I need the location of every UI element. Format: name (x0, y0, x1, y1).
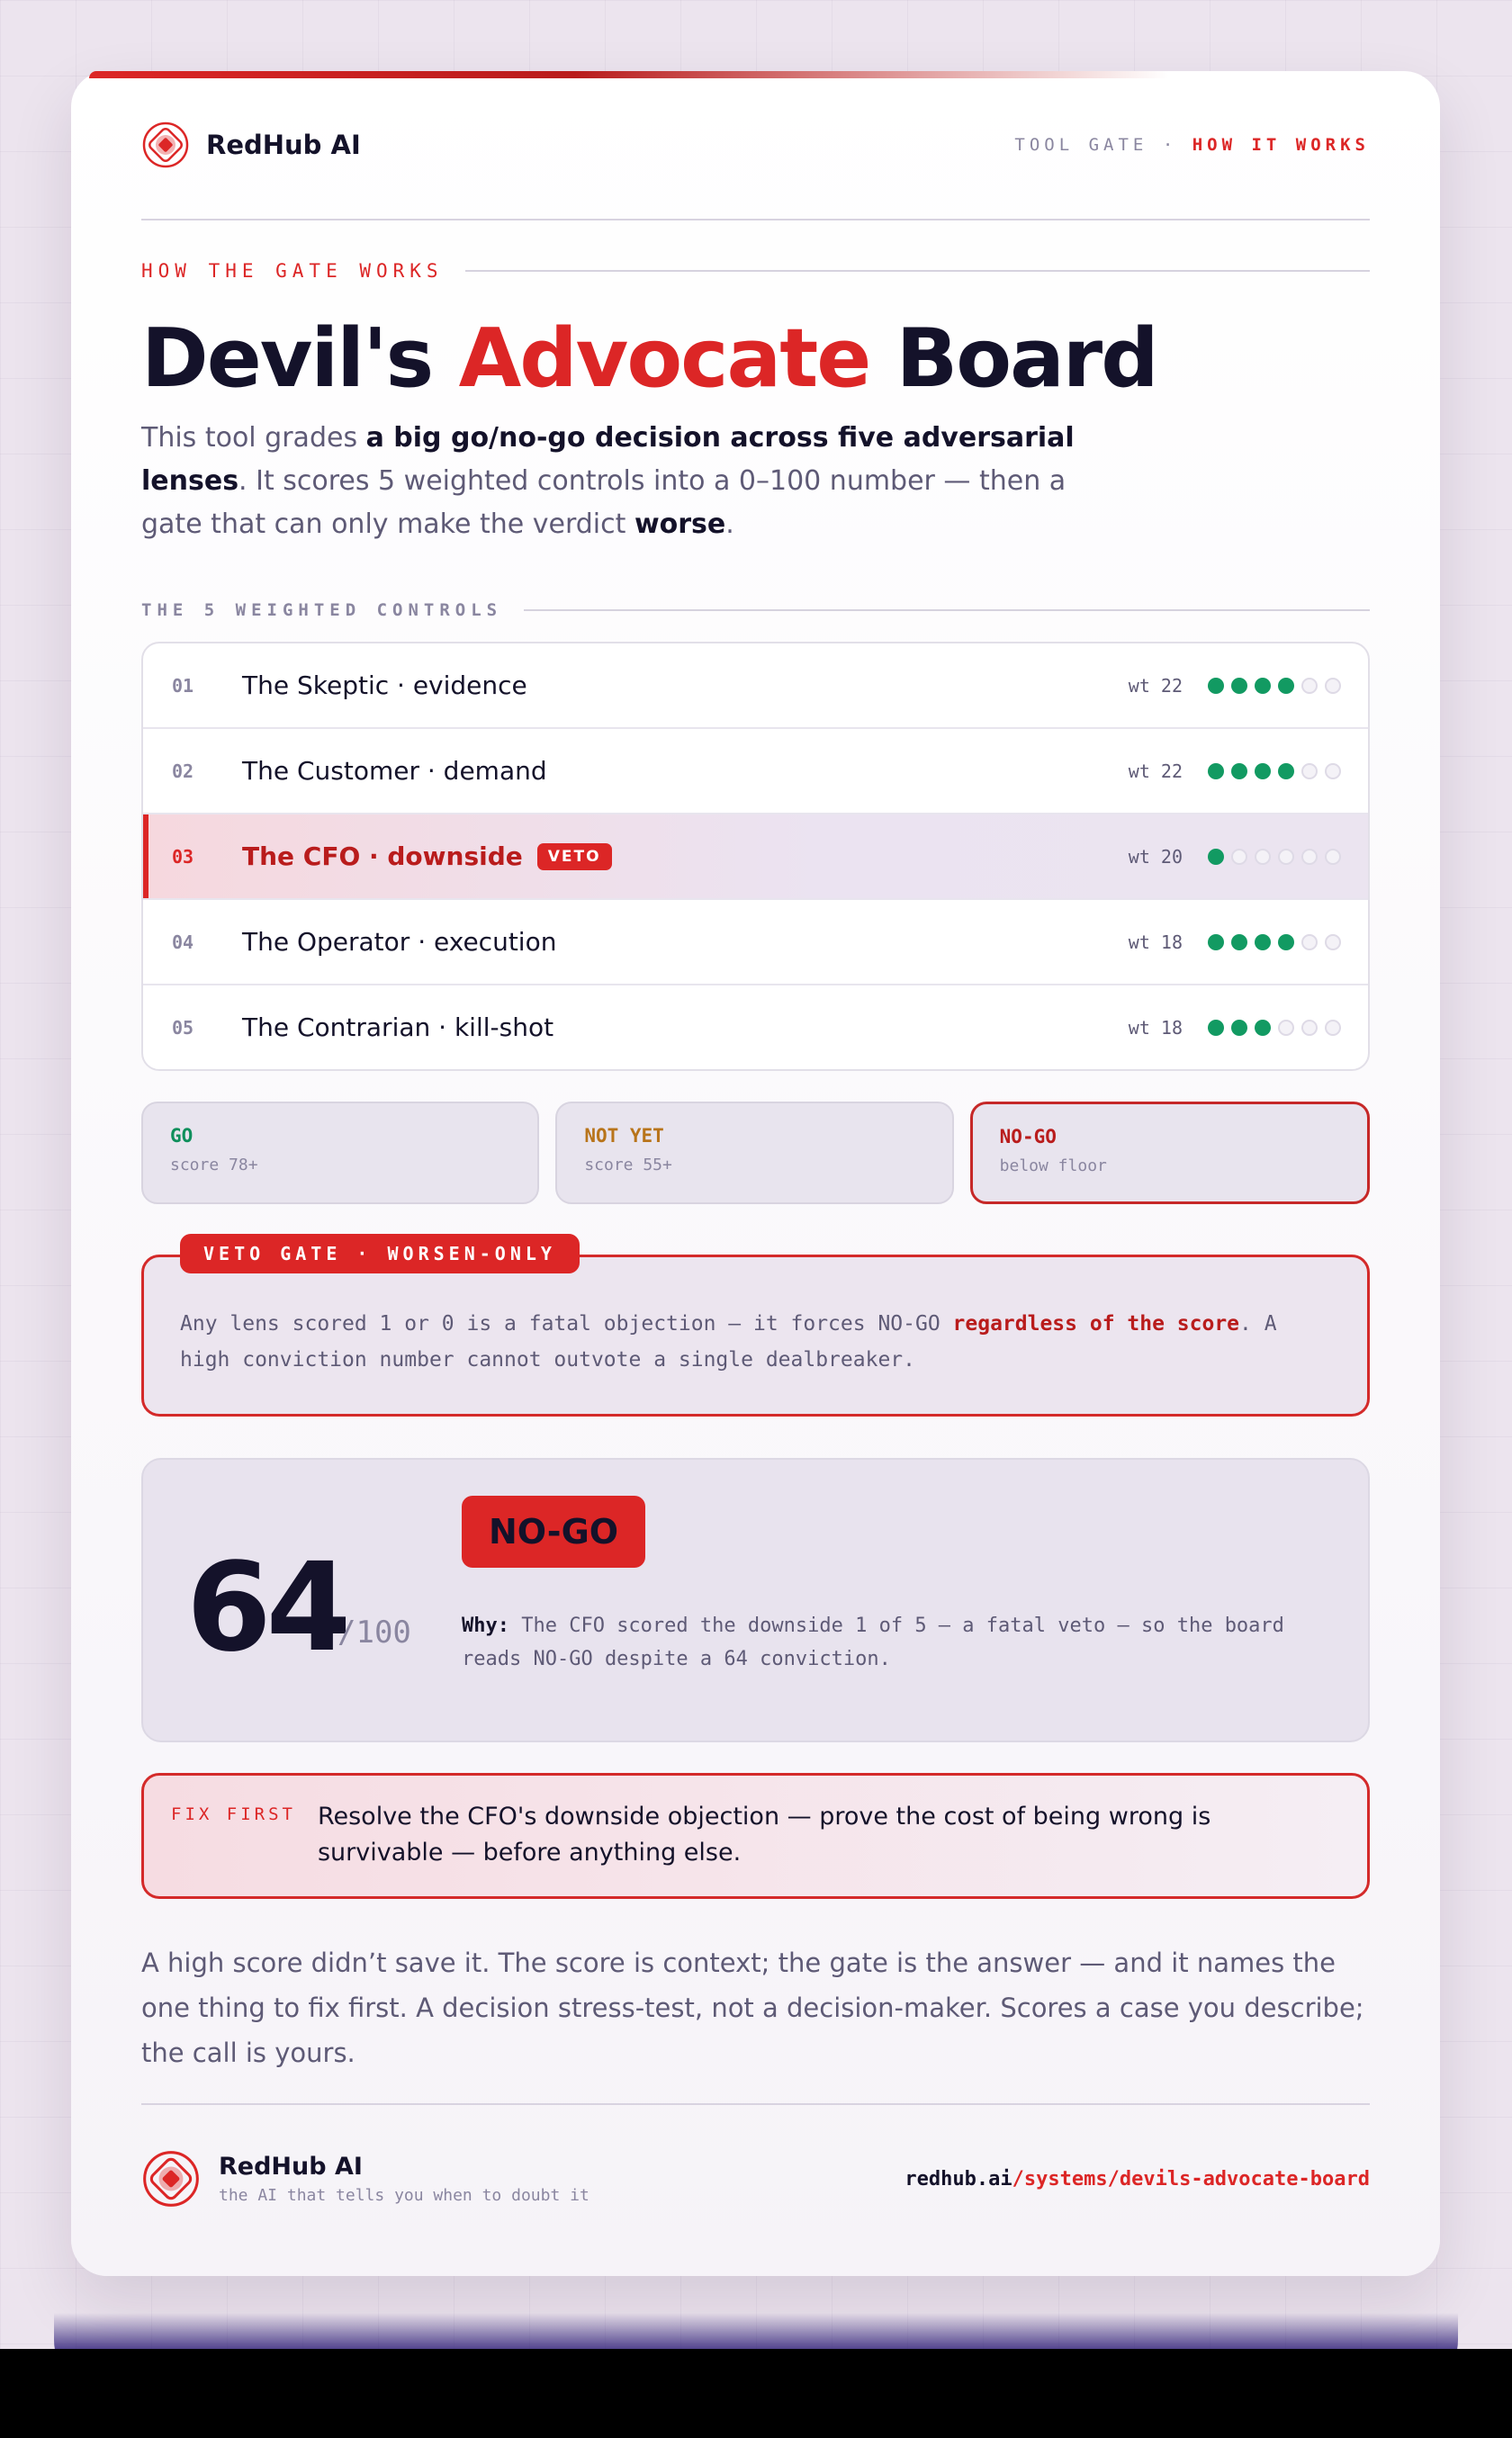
score-dot-empty (1325, 763, 1341, 779)
control-row[interactable] (143, 984, 1368, 1069)
score-dot-filled (1231, 934, 1247, 950)
control-weight: wt 18 (1128, 931, 1183, 953)
verdict-why (462, 1609, 1326, 1676)
control-number: 02 (172, 760, 194, 782)
control-name (242, 1012, 1129, 1042)
control-name-text: The Customer · demand (242, 756, 547, 786)
control-score-dots (1208, 934, 1341, 950)
brand-name: RedHub AI (206, 130, 361, 160)
score-dot-filled (1255, 1020, 1271, 1036)
title-part-2: Board (869, 311, 1157, 406)
score-dot-empty (1301, 678, 1318, 694)
score-dot-filled (1231, 678, 1247, 694)
control-name (242, 841, 1129, 871)
band-label: GO (170, 1125, 194, 1147)
closing-paragraph: A high score didn’t save it. The score is context; the gate is the answer — and it names the one thing to fix first. A decision stress-test, not a decision-maker. Scores a case you describe; the call is yours. (141, 1948, 1364, 2068)
score-dot-filled (1231, 1020, 1247, 1036)
lede-text-1: This tool grades (141, 422, 366, 454)
veto-gate-panel (141, 1243, 1370, 1417)
control-name-text: The Operator · execution (242, 927, 557, 957)
redhub-logo-icon (141, 121, 190, 169)
control-row[interactable] (143, 643, 1368, 727)
control-name-text: The CFO · downside (242, 841, 523, 871)
controls-heading: THE 5 WEIGHTED CONTROLS (141, 600, 503, 620)
score-dot-filled (1231, 763, 1247, 779)
controls-list (141, 642, 1370, 1071)
control-weight: wt 18 (1128, 1016, 1183, 1039)
control-name (242, 670, 1129, 700)
control-row[interactable] (143, 727, 1368, 813)
score-dot-empty (1301, 763, 1318, 779)
eyebrow-row (141, 260, 1370, 282)
control-name (242, 756, 1129, 786)
control-row-veto[interactable] (143, 813, 1368, 898)
control-name-text: The Skeptic · evidence (242, 670, 527, 700)
control-row[interactable] (143, 898, 1368, 984)
score-dot-filled (1255, 763, 1271, 779)
footer-brand-text (219, 2153, 590, 2205)
nav-separator: · (1162, 135, 1178, 155)
control-number: 01 (172, 674, 194, 697)
verdict-badge: NO-GO (462, 1496, 645, 1568)
controls-heading-row (141, 600, 1370, 620)
eyebrow-rule (465, 270, 1370, 272)
title-part-1: Devil's (141, 311, 459, 406)
footer-url-link[interactable] (904, 2168, 1370, 2191)
control-name-text: The Contrarian · kill-shot (242, 1012, 554, 1042)
control-weight: wt 22 (1128, 674, 1183, 697)
band-threshold: score 55+ (584, 1156, 672, 1174)
score-dot-empty (1325, 849, 1341, 865)
redhub-logo-icon (141, 2149, 201, 2209)
control-number: 03 (172, 845, 194, 868)
verdict-panel (141, 1458, 1370, 1742)
score-dot-filled (1278, 934, 1294, 950)
why-text: The CFO scored the downside 1 of 5 — a fatal veto — so the board reads NO-GO despite a 64 conviction. (462, 1615, 1284, 1670)
main-card (71, 71, 1440, 2276)
header-nav (1014, 135, 1370, 155)
score-dot-empty (1255, 849, 1271, 865)
score-dot-empty (1278, 849, 1294, 865)
control-weight: wt 20 (1128, 845, 1183, 868)
score-dot-empty (1325, 678, 1341, 694)
footer-brand[interactable] (141, 2149, 590, 2209)
band-label: NO-GO (999, 1126, 1057, 1147)
url-domain: redhub.ai (904, 2167, 1012, 2191)
control-weight: wt 22 (1128, 760, 1183, 782)
score-dot-filled (1208, 678, 1224, 694)
score-dot-filled (1208, 849, 1224, 865)
score-denominator: /100 (338, 1615, 411, 1651)
score-dot-filled (1208, 934, 1224, 950)
fix-first-text: Resolve the CFO's downside objection — prove the cost of being wrong is survivable — before anything else. (317, 1803, 1211, 1867)
control-number: 04 (172, 931, 194, 953)
controls-rule (524, 609, 1370, 611)
score-value: 64 (186, 1537, 346, 1679)
veto-gate-text-1: Any lens scored 1 or 0 is a fatal objection — it forces NO-GO (180, 1312, 953, 1336)
score-dot-empty (1325, 1020, 1341, 1036)
footer-tagline: the AI that tells you when to doubt it (219, 2186, 590, 2205)
score-dot-empty (1278, 1020, 1294, 1036)
lede-text-2: . It scores 5 weighted controls into a 0–100 number — then a gate that can only make the verdict (141, 465, 1066, 540)
control-score-dots (1208, 678, 1341, 694)
lede-text-3: . (725, 508, 734, 540)
fix-first-panel (141, 1773, 1370, 1899)
control-number: 05 (172, 1016, 194, 1039)
band-label: NOT YET (584, 1125, 664, 1147)
band-no-go[interactable] (970, 1102, 1370, 1204)
band-threshold: below floor (999, 1156, 1107, 1175)
url-path: /systems/devils-advocate-board (1012, 2167, 1370, 2191)
header (141, 71, 1370, 220)
score-dot-filled (1255, 678, 1271, 694)
score-dot-empty (1301, 934, 1318, 950)
bottom-band (0, 2349, 1512, 2438)
veto-gate-tag: VETO GATE · WORSEN-ONLY (180, 1234, 580, 1273)
brand[interactable] (141, 121, 361, 169)
score-dot-filled (1255, 934, 1271, 950)
footer (141, 2103, 1370, 2222)
band-go[interactable] (141, 1102, 539, 1204)
lede-bold-2: worse (634, 508, 726, 540)
nav-how-it-works[interactable]: HOW IT WORKS (1192, 135, 1370, 155)
control-score-dots (1208, 1020, 1341, 1036)
lede-bold-1: a big go/no-go decision across five adversarial lenses (141, 422, 1075, 497)
title-accent: Advocate (458, 311, 870, 406)
verdict-bands (141, 1102, 1370, 1204)
lede (141, 417, 1077, 546)
card-accent-bar (89, 71, 1169, 78)
score-dot-filled (1278, 763, 1294, 779)
band-not-yet[interactable] (555, 1102, 953, 1204)
control-score-dots (1208, 849, 1341, 865)
score-dot-empty (1301, 849, 1318, 865)
fix-first-label: FIX FIRST (171, 1804, 296, 1824)
footer-brand-name: RedHub AI (219, 2153, 363, 2181)
score-dot-filled (1208, 763, 1224, 779)
score-dot-filled (1208, 1020, 1224, 1036)
score-dot-filled (1278, 678, 1294, 694)
page-title (141, 311, 1370, 406)
control-score-dots (1208, 763, 1341, 779)
section-eyebrow: HOW THE GATE WORKS (141, 260, 444, 282)
veto-badge: VETO (537, 843, 612, 870)
nav-tool-gate[interactable]: TOOL GATE (1014, 135, 1148, 155)
score-dot-empty (1325, 934, 1341, 950)
why-label: Why: (462, 1615, 509, 1637)
score-dot-empty (1231, 849, 1247, 865)
band-threshold: score 78+ (170, 1156, 258, 1174)
veto-gate-text-2: . A high conviction number cannot outvote a single dealbreaker. (180, 1312, 1277, 1372)
control-name (242, 927, 1129, 957)
veto-gate-text (180, 1306, 1331, 1378)
veto-gate-highlight: regardless of the score (952, 1312, 1240, 1336)
score-dot-empty (1301, 1020, 1318, 1036)
